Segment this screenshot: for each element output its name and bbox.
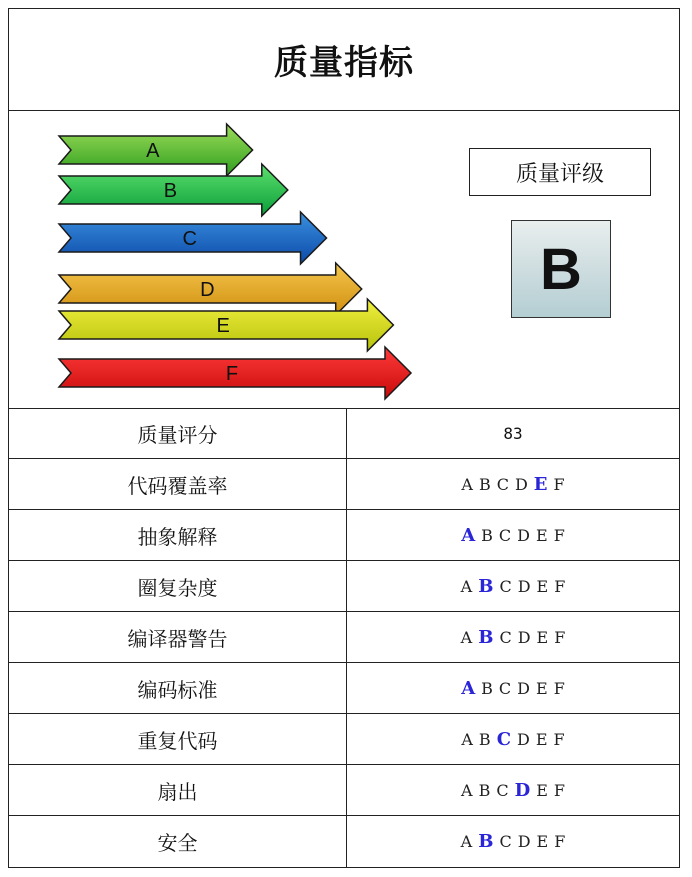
metric-name: 圈复杂度 — [9, 561, 347, 611]
metric-row — [9, 561, 679, 612]
grade-letter-a: A — [461, 677, 476, 699]
grade-letters — [458, 729, 567, 750]
metric-row — [9, 408, 679, 459]
grade-letters — [458, 831, 569, 852]
metric-row — [9, 765, 679, 816]
metric-name: 质量评分 — [9, 408, 347, 458]
grade-letter-c: C — [499, 627, 512, 647]
grade-letters — [458, 525, 568, 546]
grade-label-box — [469, 148, 651, 196]
metric-name: 编码标准 — [9, 663, 347, 713]
grade-letter-c: C — [499, 832, 512, 851]
grade-scale-svg — [9, 110, 429, 408]
grade-letter-f: F — [554, 576, 566, 596]
grade-letter-a: A — [460, 627, 473, 647]
metric-value — [347, 408, 679, 458]
metric-value — [347, 663, 679, 713]
grade-letter-e: E — [536, 832, 549, 851]
grade-letter-a: A — [460, 832, 473, 851]
metric-value — [347, 510, 679, 560]
quality-score: 83 — [503, 423, 523, 443]
metric-row — [9, 663, 679, 714]
grade-letter-b: B — [478, 626, 494, 648]
title-box — [9, 9, 679, 111]
metric-value — [347, 714, 679, 764]
metric-name: 代码覆盖率 — [9, 459, 347, 509]
metrics-table — [9, 408, 679, 867]
grade-letter-f: F — [553, 780, 565, 800]
grade-letter-d: D — [517, 627, 531, 647]
grade-letter-d: D — [517, 729, 530, 749]
page-title: 质量指标 — [274, 43, 414, 83]
grade-letter-b: B — [478, 474, 491, 494]
grade-letter-b: B — [481, 678, 493, 698]
metric-name: 重复代码 — [9, 714, 347, 764]
grade-arrow-label-e: E — [216, 315, 230, 337]
grade-arrow-label-d: D — [200, 279, 215, 301]
grade-label: 质量评级 — [515, 161, 604, 187]
grade-arrow-label-a: A — [146, 140, 160, 162]
grade-letter-e: E — [533, 473, 548, 495]
grade-letter-f: F — [553, 474, 565, 494]
grade-letter-e: E — [535, 729, 548, 749]
metric-name: 抽象解释 — [9, 510, 347, 560]
grade-letter-c: C — [498, 678, 512, 698]
grade-letters — [458, 576, 569, 597]
grade-letter-b: B — [478, 575, 494, 597]
grade-letter-d: D — [517, 525, 530, 545]
grade-letter-e: E — [536, 678, 548, 698]
metric-name: 编译器警告 — [9, 612, 347, 662]
grade-letter-a: A — [461, 780, 473, 800]
grade-letter-f: F — [553, 729, 565, 749]
metric-name: 安全 — [9, 816, 347, 867]
grade-arrow-label-b: B — [163, 180, 178, 202]
metric-row — [9, 510, 679, 561]
grade-letter-f: F — [553, 525, 565, 545]
grade-letters — [458, 627, 569, 648]
metric-name: 扇出 — [9, 765, 347, 815]
grade-letter-b: B — [478, 780, 491, 800]
metric-value — [347, 459, 679, 509]
grade-letters — [458, 474, 567, 495]
grade-scale-arrows — [9, 110, 429, 408]
grade-letter-d: D — [517, 678, 530, 698]
grade-letter-e: E — [536, 576, 549, 596]
grade-letter-f: F — [553, 678, 565, 698]
grade-value: B — [540, 236, 582, 302]
grade-letter-b: B — [478, 729, 491, 749]
grade-arrow-label-f: F — [225, 363, 239, 385]
metric-row — [9, 816, 679, 867]
grade-letter-c: C — [496, 474, 509, 494]
grade-letter-f: F — [554, 832, 566, 851]
grade-badge — [511, 220, 611, 318]
metric-value — [347, 816, 679, 867]
grade-arrow-label-c: C — [182, 228, 197, 250]
metric-value — [347, 765, 679, 815]
metric-value — [347, 612, 679, 662]
metric-value — [347, 561, 679, 611]
grade-letters — [458, 780, 568, 801]
grade-letter-c: C — [499, 576, 512, 596]
grade-letter-e: E — [536, 525, 548, 545]
grade-letter-d: D — [517, 576, 531, 596]
grade-letter-e: E — [536, 780, 548, 800]
grade-letter-c: C — [498, 525, 512, 545]
rating-section — [9, 110, 679, 409]
grade-letter-e: E — [536, 627, 549, 647]
grade-letter-d: D — [514, 779, 531, 801]
grade-letter-c: C — [496, 780, 509, 800]
quality-report-frame — [8, 8, 680, 868]
grade-letter-a: A — [460, 576, 473, 596]
grade-letter-b: B — [478, 831, 494, 852]
grade-letter-a: A — [461, 474, 473, 494]
grade-letter-f: F — [554, 627, 566, 647]
metric-row — [9, 714, 679, 765]
grade-letter-d: D — [517, 832, 531, 851]
grade-letter-b: B — [481, 525, 493, 545]
metric-row — [9, 459, 679, 510]
grade-letter-d: D — [514, 474, 528, 494]
grade-letter-a: A — [461, 729, 473, 749]
metric-row — [9, 612, 679, 663]
grade-letter-c: C — [496, 728, 512, 750]
grade-letters — [458, 678, 568, 699]
grade-letter-a: A — [461, 524, 476, 546]
